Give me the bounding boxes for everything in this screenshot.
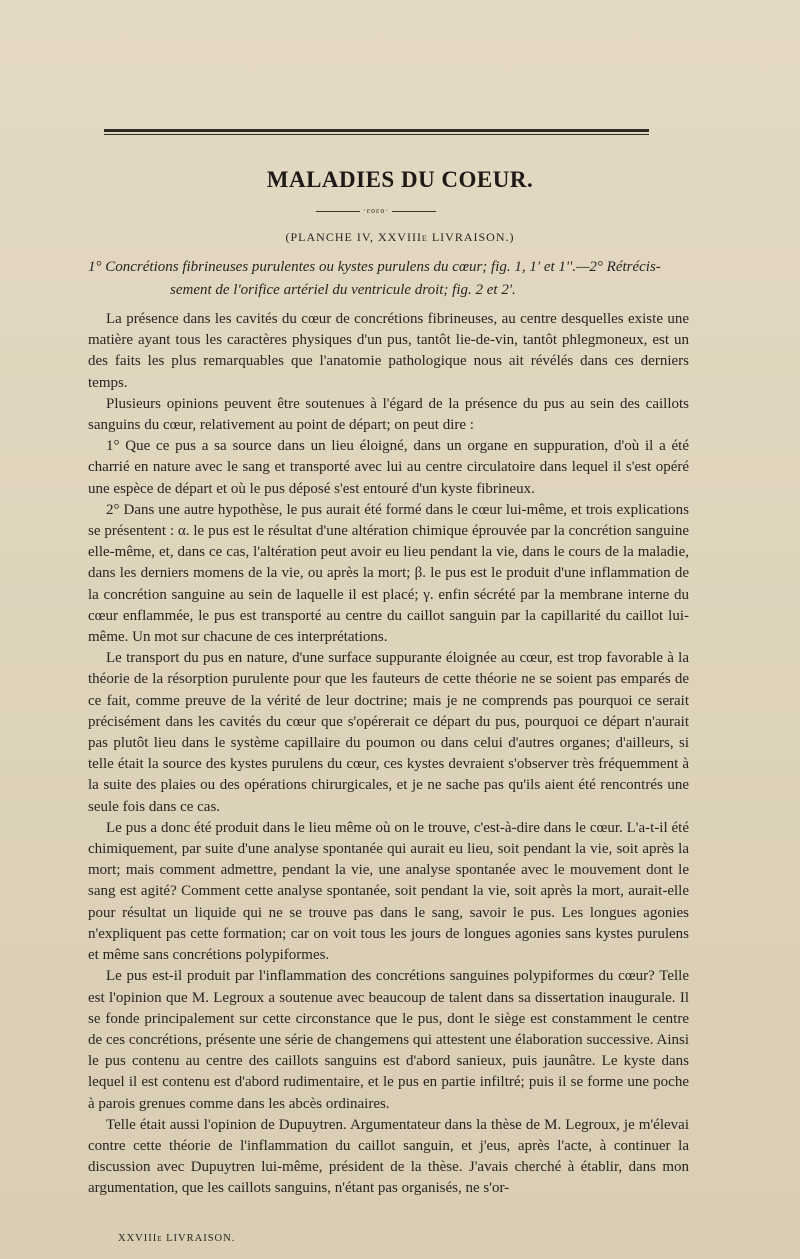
paragraph-4: 2° Dans une autre hypothèse, le pus aurait été formé dans le cœur lui-même, et trois explications se présentent : α. le pus est le résultat d'une altération chimique éprouvée par la concrétion sanguine elle-même, et, dans ce cas, l'altération peut avoir eu lieu pendant la vie, dans le cours de la maladie, dans les derniers momens de la vie, ou après la mort; β. le pus est le produit d'une inflammation de la concrétion sanguine au sein de laquelle il est placé; γ. enfin sécrété par la membrane interne du cœur enflammée, le pus est transporté au centre du caillot sanguin par la capillarité du caillot lui-même. Un mot sur chacune de ces interprétations. [88,501,689,646]
paragraph-5: Le transport du pus en nature, d'une surface suppurante éloignée au cœur, est trop favorable à la théorie de la résorption purulente pour que les fauteurs de cette théorie ne se soient pas emparés de ce fait, comme preuve de la vérité de leur doctrine; mais je ne comprends pas pourquoi ce serait précisément dans les cavités du cœur que s'opérerait ce départ du pus, pourquoi ce départ n'aurait pas plutôt lieu dans le système capillaire du poumon ou dans celui d'autres organes; d'ailleurs, si telle était la source des kystes purulens du cœur, ces kystes devraient s'observer très fréquemment à la suite des plaies ou des opérations chirurgicales, et je ne sache pas qu'ils aient été rencontrés une seule fois dans ce cas. [88,650,689,815]
paragraph-3: 1° Que ce pus a sa source dans un lieu éloigné, dans un organe en suppuration, d'où il a été charrié en nature avec le sang et transporté avec lui au centre circulatoire dans lequel il s'est opéré une espèce de départ et où le pus déposé s'est entouré d'un kyste fibrineux. [88,438,689,497]
paragraph-1: La présence dans les cavités du cœur de concrétions fibrineuses, au centre desquelles existe une matière ayant tous les caractères physiques d'un pus, tantôt lie-de-vin, tantôt phlegmoneux, est un des faits les plus remarquables que l'anatomie pathologique nous ait révélés dans ces derniers temps. [88,311,689,391]
header-rule [104,129,649,135]
subject-line-1: 1° Concrétions fibrineuses purulentes ou kystes purulens du cœur; fig. 1, 1' et 1''.—2° Rétrécis- [88,259,661,275]
ornament-line-left [316,211,360,212]
subject-line-2: sement de l'orifice artériel du ventricule droit; fig. 2 et 2'. [170,282,516,298]
ornament-center: ·ɛoɛo· [362,206,390,215]
footer-signature: XXVIIIe LIVRAISON. [118,1233,236,1244]
plate-reference: (PLANCHE IV, XXVIIIe LIVRAISON.) [285,230,515,244]
subject-heading [88,256,688,302]
ornament-line-right [392,211,436,212]
body-text [88,309,689,1200]
paragraph-8: Telle était aussi l'opinion de Dupuytren. Argumentateur dans la thèse de M. Legroux, je m'élevai contre cette théorie de l'inflammation du caillot sanguin, et j'eus, après l'acte, à continuer la discussion avec Dupuytren lui-même, président de la thèse. J'avais cherché à établir, dans mon argumentation, que les caillots sanguins, n'étant pas organisés, ne s'or- [88,1116,689,1197]
paragraph-2: Plusieurs opinions peuvent être soutenues à l'égard de la présence du pus au sein des caillots sanguins du cœur, relativement au point de départ; on peut dire : [88,395,689,434]
paragraph-7: Le pus est-il produit par l'inflammation des concrétions sanguines polypiformes du cœur? Telle est l'opinion que M. Legroux a soutenue avec beaucoup de talent dans sa dissertation inaugurale. Il se fonde principalement sur cette circonstance que le pus, dont le siège est constamment le centre de ces concrétions, présente une série de changemens qui attestent une élaboration successive. Ainsi le pus contenu au centre des caillots sanguins est d'abord sanieux, puis jaunâtre. Le kyste dans lequel il est contenu est d'abord rudimentaire, et le pus en partie infiltré; puis il se forme une poche à parois grenues comme dans les abcès ordinaires. [88,968,689,1112]
paragraph-6: Le pus a donc été produit dans le lieu même où on le trouve, c'est-à-dire dans le cœur. L'a-t-il été chimiquement, par suite d'une analyse spontanée qui aurait eu lieu, soit pendant la vie, soit après la mort; mais comment admettre, pendant la vie, une analyse spontanée avec le mouvement dont le sang est agité? Comment cette analyse spontanée, soit pendant la vie, soit après la mort, aurait-elle pour résultat un liquide qui ne se trouve pas dans le sang, savoir le pus. Les longues agonies n'expliquent pas cette formation; car on voit tous les jours de longues agonies sans kystes purulens et même sans concrétions polypiformes. [88,819,689,964]
title-ornament [316,208,436,214]
page-title: MALADIES DU COEUR. [266,167,534,192]
